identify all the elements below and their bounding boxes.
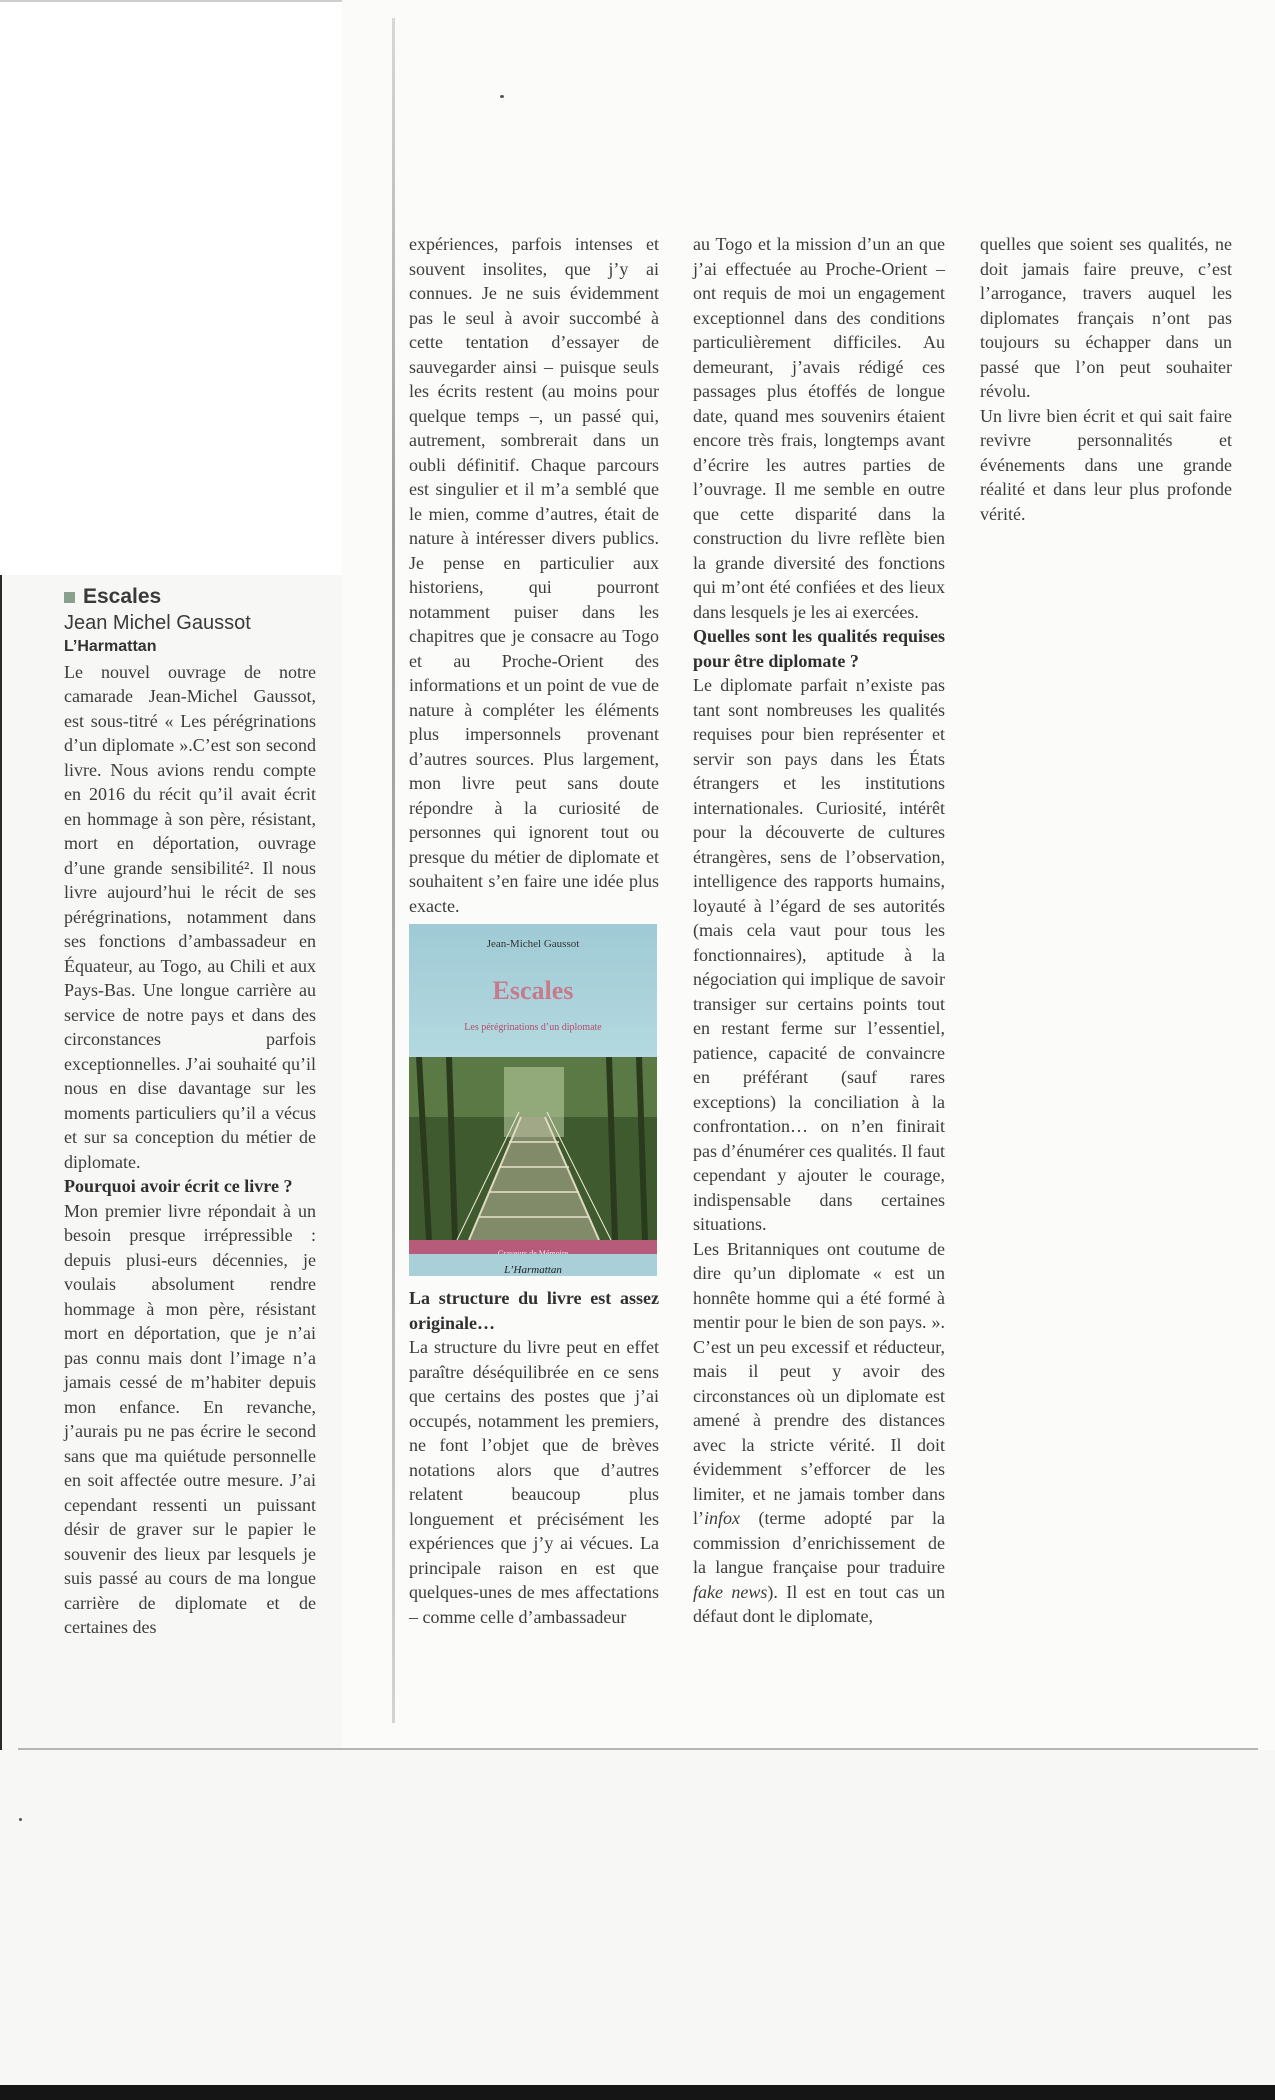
italic-term: fake news [693, 1581, 768, 1602]
text-run: Les Britanniques ont coutume de dire qu’un diplomate « est un honnête homme qui a été formé à mentir pour le bien de son pays. ». C’est un peu excessif et réducteur, mais il peut y avoir des circonstances où un diplomate est amené à prendre des distances avec la stricte vérité. Il doit évidemment s’efforcer de les limiter, et ne jamais tomber dans l’ [693, 1238, 945, 1528]
page-edge [0, 575, 2, 1750]
book-cover-image [409, 924, 657, 1276]
article-column-2 [409, 232, 659, 1629]
text-run: (terme adopté par la commission d’enrichissement de la langue française pour traduire [693, 1508, 945, 1577]
cover-publisher-logo: L’Harmattan [504, 1264, 562, 1276]
answer-paragraph: Le diplomate parfait n’existe pas tant sont nombreuses les qualités requises pour bien représenter et servir son pays dans les États étrangers et les institutions internationales. Curiosité, intérêt pour la découverte de cultures étrangères, sens de l’observation, intelligence des rapports humains, loyauté à l’égard de ses autorités (mais cela vaut pour tous les fonctionnaires), aptitude à la négociation qui implique de savoir transiger sur certains points tout en restant ferme sur l’essentiel, patience, capacité de convaincre en préférant (sauf rares exceptions) la conciliation à la confrontation… on n’en finirait pas d’énumérer ces qualités. Il faut cependant y ajouter le courage, indispensable dans certaines situations. [693, 675, 945, 1234]
text-run: ). Il est en tout cas un défaut dont le diplomate, [693, 1581, 945, 1626]
cover-author: Jean-Michel Gaussot [486, 938, 580, 950]
italic-term: infox [704, 1508, 740, 1528]
question-heading: La structure du livre est assez originale… [409, 1288, 659, 1333]
book-author: Jean Michel Gaussot [64, 611, 251, 634]
book-title: Escales [83, 585, 162, 608]
square-bullet-icon [64, 592, 75, 603]
cover-subtitle: Les pérégrinations d’un diplomate [464, 1022, 602, 1033]
cover-title: Escales [492, 976, 574, 1005]
scan-speck [19, 1818, 22, 1821]
scan-edge [0, 0, 342, 2]
column-divider [392, 18, 395, 1723]
article-column-1 [64, 585, 316, 1640]
answer-paragraph [693, 1237, 945, 1629]
blank-scan-area [0, 0, 342, 575]
question-heading: Pourquoi avoir écrit ce livre ? [64, 1176, 293, 1196]
answer-paragraph: La structure du livre peut en effet paraître déséquilibrée en ce sens que certains des postes que j’ai occupés, notamment les premiers, ne font l’objet que de brèves notations alors que d’autres relatent beaucoup plus longuement et précisément les expériences que j’y ai vécues. La principale raison en est que quelques-unes de mes affectations – comme celle d’ambassadeur [409, 1337, 659, 1627]
rope-bridge-illustration [409, 1057, 657, 1240]
article-column-4 [980, 232, 1232, 526]
answer-paragraph-continued: expériences, parfois intenses et souvent insolites, que j’y ai connues. Je ne suis évidemment pas le seul à avoir succombé à cette tentation d’essayer de sauvegarder ainsi – puisque seuls les écrits restent (au moins pour quelque temps –, un passé qui, autrement, sombrerait dans un oubli définitif. Chaque parcours est singulier et il m’a semblé que le mien, comme d’autres, était de nature à intéresser divers publics. Je pense en particulier aux historiens, qui pourront notamment puiser dans les chapitres que je consacre au Togo et au Proche-Orient des informations et un point de vue de nature à compléter les éléments plus impersonnels provenant d’autres sources. Plus largement, mon livre peut sans doute répondre à la curiosité de personnes qui ignorent tout ou presque du métier de diplomate et souhaitent s’en faire une idée plus exacte. [409, 234, 659, 916]
answer-paragraph-continued: quelles que soient ses qualités, ne doit jamais faire preuve, c’est l’arrogance, travers auquel les diplomates français n’ont pas toujours su échapper dans un passé que l’on peut souhaiter révolu. [980, 234, 1232, 401]
intro-paragraph: Le nouvel ouvrage de notre camarade Jean-Michel Gaussot, est sous-titré « Les pérégrinations d’un diplomate ».C’est son second livre. Nous avions rendu compte en 2016 du récit qu’il avait écrit en hommage à son père, résistant, mort en déportation, ouvrage d’une grande sensibilité². Il nous livre aujourd’hui le récit de ses pérégrinations, notamment dans ses fonctions d’ambassadeur en Équateur, au Togo, au Chili et aux Pays-Bas. Une longue carrière au service de notre pays et dans des circonstances parfois exceptionnelles. J’ai souhaité qu’il nous en dise davantage sur les moments particuliers qu’il a vécus et sur sa conception du métier de diplomate. [64, 661, 316, 1172]
book-publisher: L’Harmattan [64, 637, 157, 655]
answer-paragraph-continued: au Togo et la mission d’un an que j’ai effectuée au Proche-Orient – ont requis de moi un engagement exceptionnel dans des conditions particulièrement difficiles. Au demeurant, j’avais rédigé ces passages plus étoffés de longue date, quand mes souvenirs étaient encore très frais, longtemps avant d’écrire les autres parties de l’ouvrage. Il me semble en outre que cette disparité dans la construction du livre reflète bien la grande diversité des fonctions qui m’ont été confiées et des lieux dans lesquels je les ai exercées. [693, 234, 945, 622]
scan-bottom-edge [0, 2085, 1275, 2100]
cover-photo-bridge [409, 1057, 657, 1240]
answer-paragraph: Mon premier livre répondait à un besoin presque irrépressible : depuis plusi-eurs décennies, je voulais absolument rendre hommage à mon père, résistant mort en déportation, que je n’ai pas connu mais dont l’image n’a jamais cessé de m’habiter depuis mon enfance. En revanche, j’aurais pu ne pas écrire le second sans que ma quiétude personnelle en soit affectée outre mesure. J’ai cependant ressenti un puissant désir de graver sur le papier le souvenir des lieux par lesquels je suis passé au cours de ma longue carrière de diplomate et de certaines des [64, 1200, 316, 1637]
question-heading: Quelles sont les qualités requises pour être diplomate ? [693, 626, 945, 671]
scan-speck [500, 95, 504, 98]
closing-paragraph: Un livre bien écrit et qui sait faire revivre personnalités et événements dans une grande réalité et dans leur plus profonde vérité. [980, 405, 1232, 524]
box-heading [64, 585, 316, 610]
article-column-3 [693, 232, 945, 1629]
bottom-divider [18, 1748, 1258, 1750]
